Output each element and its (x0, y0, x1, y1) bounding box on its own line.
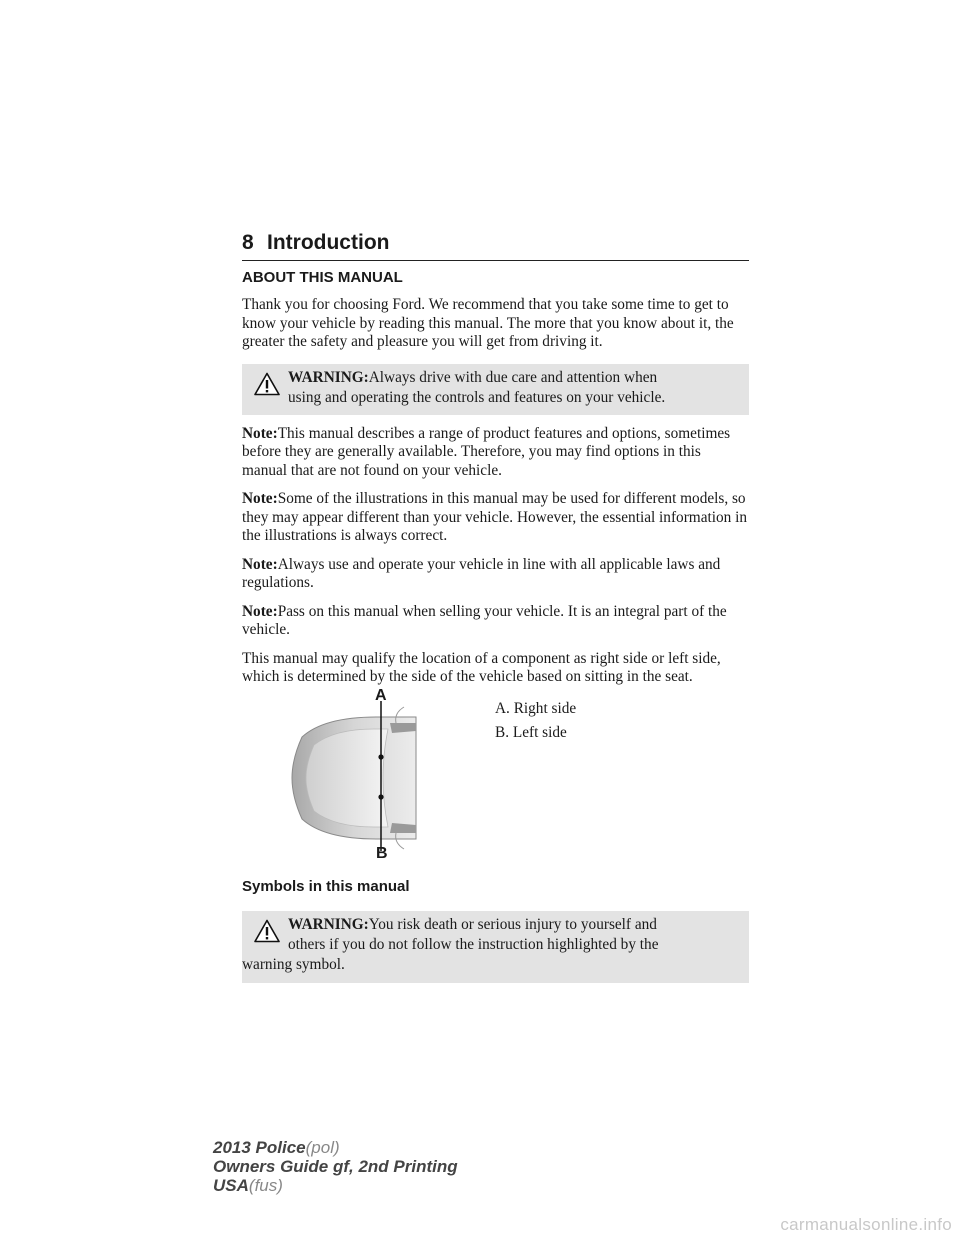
side-description: This manual may qualify the location of a component as right side or left side, which is determined by the side of the vehicle based on sitting in the seat. (242, 649, 721, 685)
page-footer (213, 1138, 458, 1195)
warning-text-line1: WARNING:Always drive with due care and attention when (288, 368, 658, 386)
legend-right-side: A. Right side (495, 699, 577, 717)
section-heading-symbols: Symbols in this manual (242, 877, 410, 895)
footer-line2: Owners Guide gf, 2nd Printing (213, 1157, 458, 1176)
warning-text-line2: using and operating the controls and features on your vehicle. (288, 388, 666, 406)
vehicle-side-figure (242, 686, 749, 867)
intro-paragraph: Thank you for choosing Ford. We recommend that you take some time to get to know your vehicle by reading this manual. The more that you know about it, the greater the safety and pleasure you will get from driving it. (242, 296, 734, 350)
warning-triangle-icon (254, 372, 280, 396)
figure-label-a: A (375, 686, 387, 704)
figure-legend (495, 699, 576, 747)
note-2: Note:Some of the illustrations in this manual may be used for different models, so they may appear different than your vehicle. However, the essential information in the illustrations is always correct. (242, 490, 747, 544)
symbols-warning-box (242, 911, 749, 983)
figure-label-b: B (376, 844, 388, 862)
warning-box (242, 364, 749, 415)
symbols-warning-line2: others if you do not follow the instruction highlighted by the (288, 935, 659, 953)
symbols-warning-line1: WARNING:You risk death or serious injury to yourself and (288, 915, 657, 933)
legend-left-side: B. Left side (495, 723, 567, 741)
page-header (242, 230, 749, 261)
watermark-link[interactable]: carmanualsonline.info (780, 1215, 952, 1234)
page-content (242, 268, 749, 983)
note-3: Note:Always use and operate your vehicle in line with all applicable laws and regulations. (242, 555, 721, 591)
section-heading-about: ABOUT THIS MANUAL (242, 269, 403, 286)
footer-line1: 2013 Police(pol) (213, 1138, 340, 1157)
page-number: 8 (242, 231, 254, 254)
note-1: Note:This manual describes a range of product features and options, sometimes before they are generally available. Therefore, you may find options in this manual that are not found on your vehicle. (242, 424, 731, 479)
footer-line3: USA(fus) (213, 1176, 283, 1195)
note-4: Note:Pass on this manual when selling your vehicle. It is an integral part of the vehicle. (242, 602, 727, 638)
car-top-view-illustration (284, 693, 434, 863)
chapter-title: Introduction (267, 231, 390, 254)
symbols-warning-line3: warning symbol. (242, 955, 345, 973)
warning-triangle-icon (254, 919, 280, 943)
